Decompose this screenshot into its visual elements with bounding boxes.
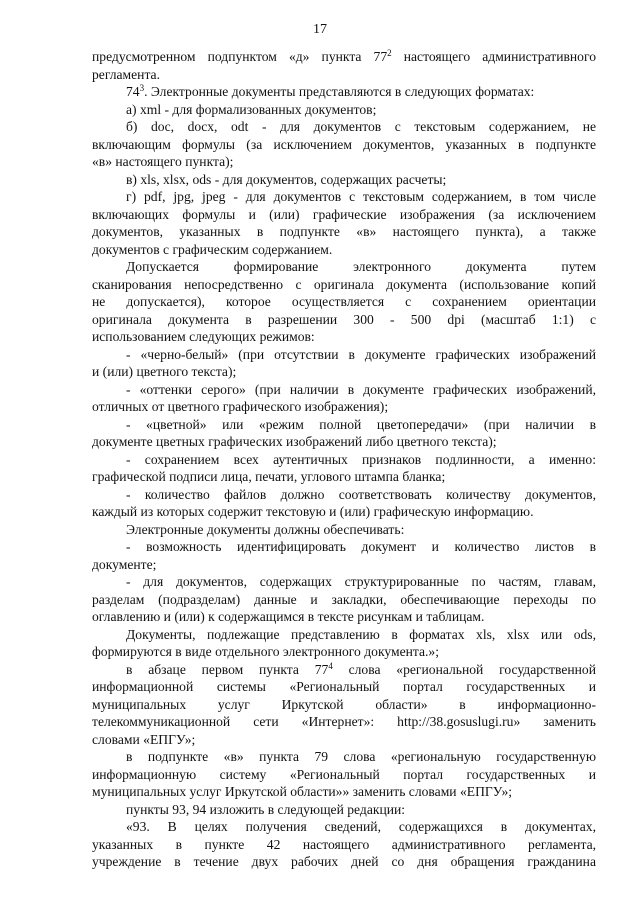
text-line: указанных в пункте 42 настоящего административного регламента,: [92, 836, 596, 852]
text-line: «93. В целях получения сведений, содержащихся в документах,: [126, 819, 596, 834]
text-line: документе цветных графических изображений либо цветного текста);: [92, 434, 497, 449]
text-line: муниципальных услуг Иркутской области»» заменить словами «ЕПГУ»;: [92, 784, 513, 799]
text-line: в подпункте «в» пункта 79 слова «региональную государственную: [126, 749, 596, 764]
text-line: - «черно-белый» (при отсутствии в документе графических изображений: [126, 346, 596, 362]
text-line: г) pdf, jpg, jpeg - для документов с текстовым содержанием, в том числе: [126, 189, 596, 204]
text-line: и (или) цветного текста);: [92, 364, 237, 379]
text-line: оригинала документа в разрешении 300 - 500 dpi (масштаб 1:1) с: [92, 311, 596, 327]
text-line: Документы, подлежащие представлению в форматах xls, xlsx или ods,: [126, 626, 596, 642]
text-line: документов, указанных в подпункте «в» настоящего пункта), а также: [92, 224, 596, 239]
text-line: а) xml - для формализованных документов;: [126, 101, 377, 117]
text-line: каждый из которых содержит текстовую и (или) графическую информацию.: [92, 504, 534, 519]
text-line: - количество файлов должно соответствовать количеству документов,: [126, 486, 596, 502]
text-line: информационную систему «Региональный портал государственных и: [92, 766, 596, 782]
text-line: формируются в виде отдельного электронного документа.»;: [92, 644, 440, 659]
text-line: отличных от цветного графического изображения);: [92, 399, 389, 414]
text-line: в) xls, xlsx, ods - для документов, содержащих расчеты;: [126, 171, 447, 187]
text-line: использованием следующих режимов:: [92, 329, 315, 344]
text-line: телекоммуникационной сети «Интернет»: http://38.gosuslugi.ru» заменить: [92, 714, 596, 729]
text-line: - «оттенки серого» (при наличии в документе графических изображений,: [126, 381, 596, 397]
text-line: б) doc, docx, odt - для документов с текстовым содержанием, не: [126, 119, 596, 134]
text-line: включающих формулы и (или) графические изображения (за исключением: [92, 206, 596, 222]
text-line: Допускается формирование электронного документа путем: [126, 259, 596, 274]
text-line: оглавлению и (или) к содержащимся в тексте рисункам и таблицам.: [92, 609, 485, 624]
text-line: в абзаце первом пункта $77^4$ слова «региональной государственной: [126, 660, 596, 677]
text-line: - «цветной» или «режим полной цветопередачи» (при наличии в: [126, 416, 596, 432]
text-line: $74^3$. Электронные документы представляются в следующих форматах:: [126, 83, 535, 99]
text-line: - возможность идентифицировать документ и количество листов в: [126, 539, 596, 554]
text-line: сканирования непосредственно с оригинала документа (использование копий: [92, 276, 596, 292]
text-line: графической подписи лица, печати, углового штампа бланка;: [92, 469, 446, 484]
text-line: включающим формулы (за исключением документов, указанных в подпункте: [92, 136, 596, 152]
text-line: «в» настоящего пункта);: [92, 154, 234, 169]
text-line: словами «ЕПГУ»;: [92, 731, 196, 747]
text-line: разделам (подразделам) данные и закладки, обеспечивающие переходы по: [92, 591, 596, 607]
text-line: - сохранением всех аутентичных признаков подлинности, а именно:: [126, 451, 596, 467]
text-line: документов с графическим содержанием.: [92, 241, 333, 257]
text-line: информационной системы «Региональный портал государственных и: [92, 679, 596, 694]
text-line: пункты 93, 94 изложить в следующей редакции:: [126, 801, 406, 817]
page-number: 17: [313, 22, 327, 37]
text-line: не допускается), которое осуществляется с сохранением ориентации: [92, 294, 596, 309]
text-line: регламента.: [92, 66, 160, 82]
text-line: Электронные документы должны обеспечивать:: [126, 521, 405, 537]
text-line: - для документов, содержащих структурированные по частям, главам,: [126, 574, 596, 589]
text-line: предусмотренном подпунктом «д» пункта $77^2$ настоящего административного: [92, 48, 596, 64]
text-line: документе;: [92, 556, 157, 572]
document-body: [92, 48, 596, 871]
text-line: учреждение в течение двух рабочих дней со дня обращения гражданина: [92, 854, 596, 869]
text-line: муниципальных услуг Иркутской области» в информационно-: [92, 696, 596, 712]
